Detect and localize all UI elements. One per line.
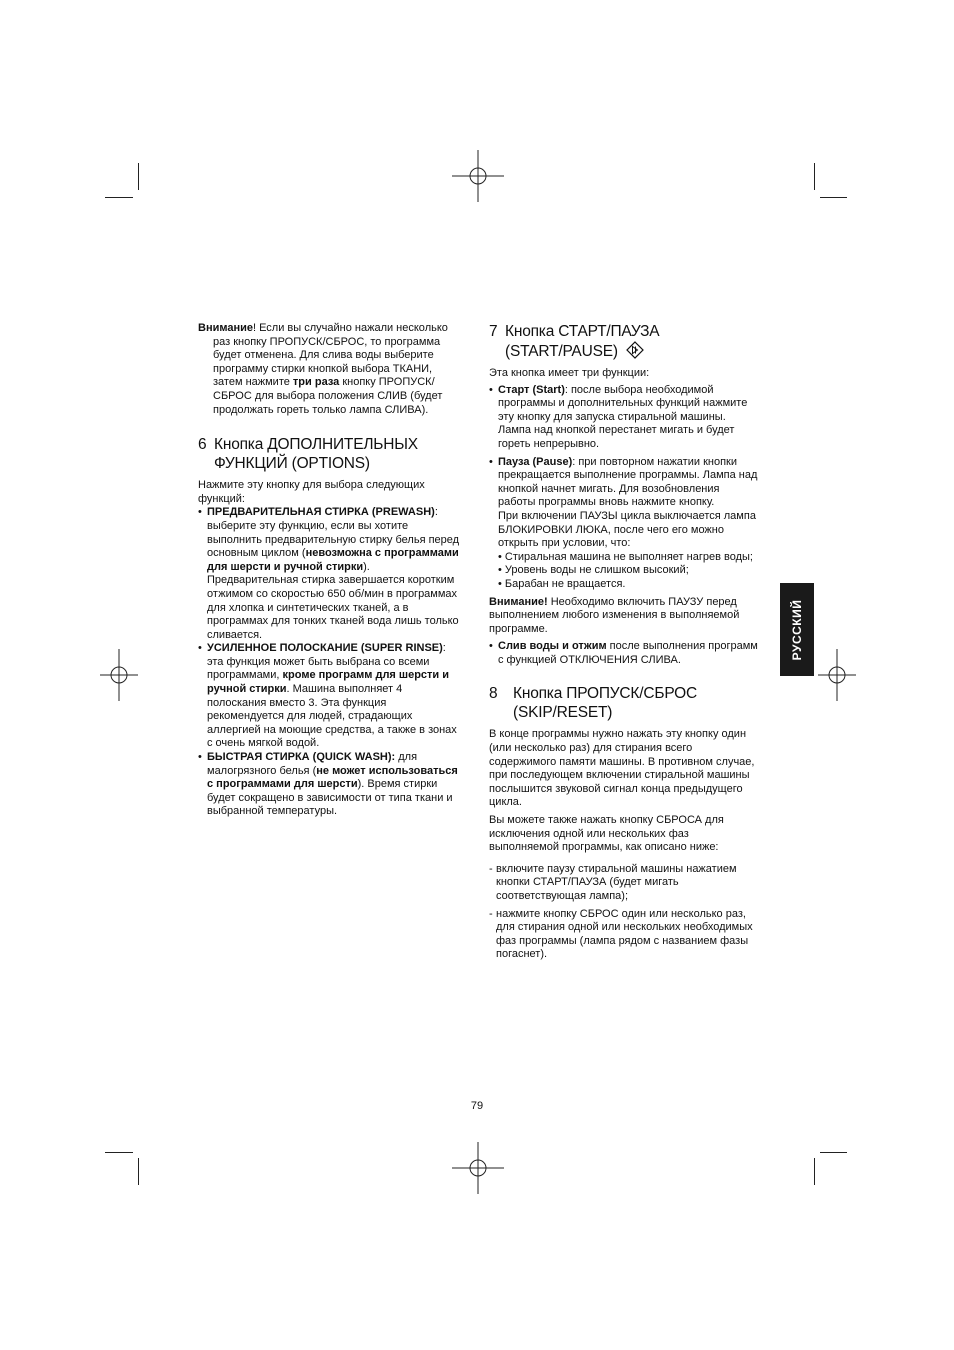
- start-pause-icon: [626, 341, 644, 359]
- page-number: 79: [470, 1100, 484, 1112]
- language-tab-label: РУССКИЙ: [790, 599, 804, 660]
- pause-paragraph-2: При включении ПАУЗЫ цикла выключается лампа БЛОКИРОВКИ ЛЮКА, после чего его можно открыть при условии, что:: [498, 509, 756, 550]
- left-column: [198, 322, 460, 819]
- crop-mark: [105, 197, 133, 198]
- drain-item: • Слив воды и отжим после выполнения программ с функцией ОТКЛЮЧЕНИЯ СЛИВА.: [489, 640, 758, 666]
- pause-note: Внимание! Необходимо включить ПАУЗУ перед выполнением любого изменения в выполняемой программе.: [489, 595, 740, 635]
- pause-condition: • Стиральная машина не выполняет нагрев воды;: [498, 550, 753, 563]
- right-column: [489, 322, 759, 962]
- section-8-paragraph-1: В конце программы нужно нажать эту кнопку один (или несколько раз) для стирания всего содержимого памяти машины. В противном случае, при последующем включении стиральной машины послышится звуковой сигнал конца предыдущего цикла.: [489, 728, 755, 809]
- pause-condition: • Барабан не вращается.: [498, 577, 626, 590]
- crop-mark: [814, 1158, 815, 1185]
- registration-mark-top: [452, 150, 504, 202]
- crop-mark: [820, 197, 847, 198]
- super-rinse-item: • УСИЛЕННОЕ ПОЛОСКАНИЕ (SUPER RINSE): эта функция может быть выбрана со всеми программами, кроме программ для шерсти и ручной стирки. Машина выполняет 4 полоскания вместо 3. Эта функция рекомендуется для людей, страдающих аллергией на моющие средства, а также в зонах с очень мягкой водой.: [198, 642, 457, 750]
- section-6-intro: Нажмите эту кнопку для выбора следующих функций:: [198, 479, 425, 505]
- pause-item: • Пауза (Pause): при повторном нажатии кнопки прекращается выполнение программы. Лампа над кнопкой начнет мигать. Для возобновления работы программы вновь нажмите кнопку. При включении ПАУЗЫ цикла выключается лампа БЛОКИРОВКИ ЛЮКА, после чего его можно открыть при условии, что: • Стиральная машина не выполняет нагрев воды; • Уровень воды не слишком высокий; • Барабан не вращается.: [489, 455, 758, 590]
- registration-mark-bottom: [452, 1142, 504, 1194]
- reset-step: - включите паузу стиральной машины нажатием кнопки СТАРТ/ПАУЗА (будет мигать соответствующая лампа);: [489, 862, 737, 902]
- crop-mark: [105, 1152, 133, 1153]
- registration-mark-left: [100, 649, 138, 701]
- pause-condition: • Уровень воды не слишком высокий;: [498, 564, 689, 577]
- crop-mark: [138, 163, 139, 190]
- section-8-paragraph-2: Вы можете также нажать кнопку СБРОСА для исключения одной или нескольких фаз выполняемой программы, как описано ниже:: [489, 814, 724, 854]
- crop-mark: [820, 1152, 847, 1153]
- registration-mark-right: [818, 649, 856, 701]
- section-6-heading: 6 Кнопка ДОПОЛНИТЕЛЬНЫХ ФУНКЦИЙ (OPTIONS): [198, 436, 418, 473]
- prewash-item: • ПРЕДВАРИТЕЛЬНАЯ СТИРКА (PREWASH): выберите эту функцию, если вы хотите выполнить предварительную стирку белья перед основным циклом (невозможна с программами для шерсти и ручной стирки). Предварительная стирка завершается коротким отжимом со скоростью 650 об/мин в программах для хлопка и синтетических тканей, а в программах для тонких тканей вода лишь только сливается.: [198, 506, 460, 641]
- section-7-intro: Эта кнопка имеет три функции:: [489, 367, 650, 379]
- section-8-heading: 8 Кнопка ПРОПУСК/СБРОС (SKIP/RESET): [489, 685, 697, 722]
- quick-wash-item: • БЫСТРАЯ СТИРКА (QUICK WASH): для малогрязного белья (не может использоваться с программами для шерсти). Время стирки будет сокращено в зависимости от типа ткани и выбранной температуры.: [198, 751, 458, 818]
- warning-paragraph: Внимание! Если вы случайно нажали несколько раз кнопку ПРОПУСК/СБРОС, то программа будет отменена. Для слива воды выберите программу стирки кнопкой выбора ТКАНИ, затем нажмите три раза кнопку ПРОПУСК/СБРОС для выбора положения СЛИВ (будет продолжать гореть только лампа СЛИВА).: [198, 322, 448, 416]
- language-tab: [780, 583, 814, 676]
- warning-label: Внимание: [198, 322, 253, 334]
- reset-step: - нажмите кнопку СБРОС один или несколько раз, для стирания одной или нескольких необходимых фаз программы (лампа рядом с названием фазы погаснет).: [489, 907, 753, 961]
- start-item: • Старт (Start): после выбора необходимой программы и дополнительных функций нажмите эту кнопку для запуска стиральной машины. Лампа над кнопкой перестанет мигать и будет гореть непрерывно.: [489, 383, 748, 450]
- crop-mark: [138, 1158, 139, 1185]
- section-7-heading: 7 Кнопка СТАРТ/ПАУЗА (START/PAUSE): [489, 323, 660, 360]
- crop-mark: [814, 163, 815, 190]
